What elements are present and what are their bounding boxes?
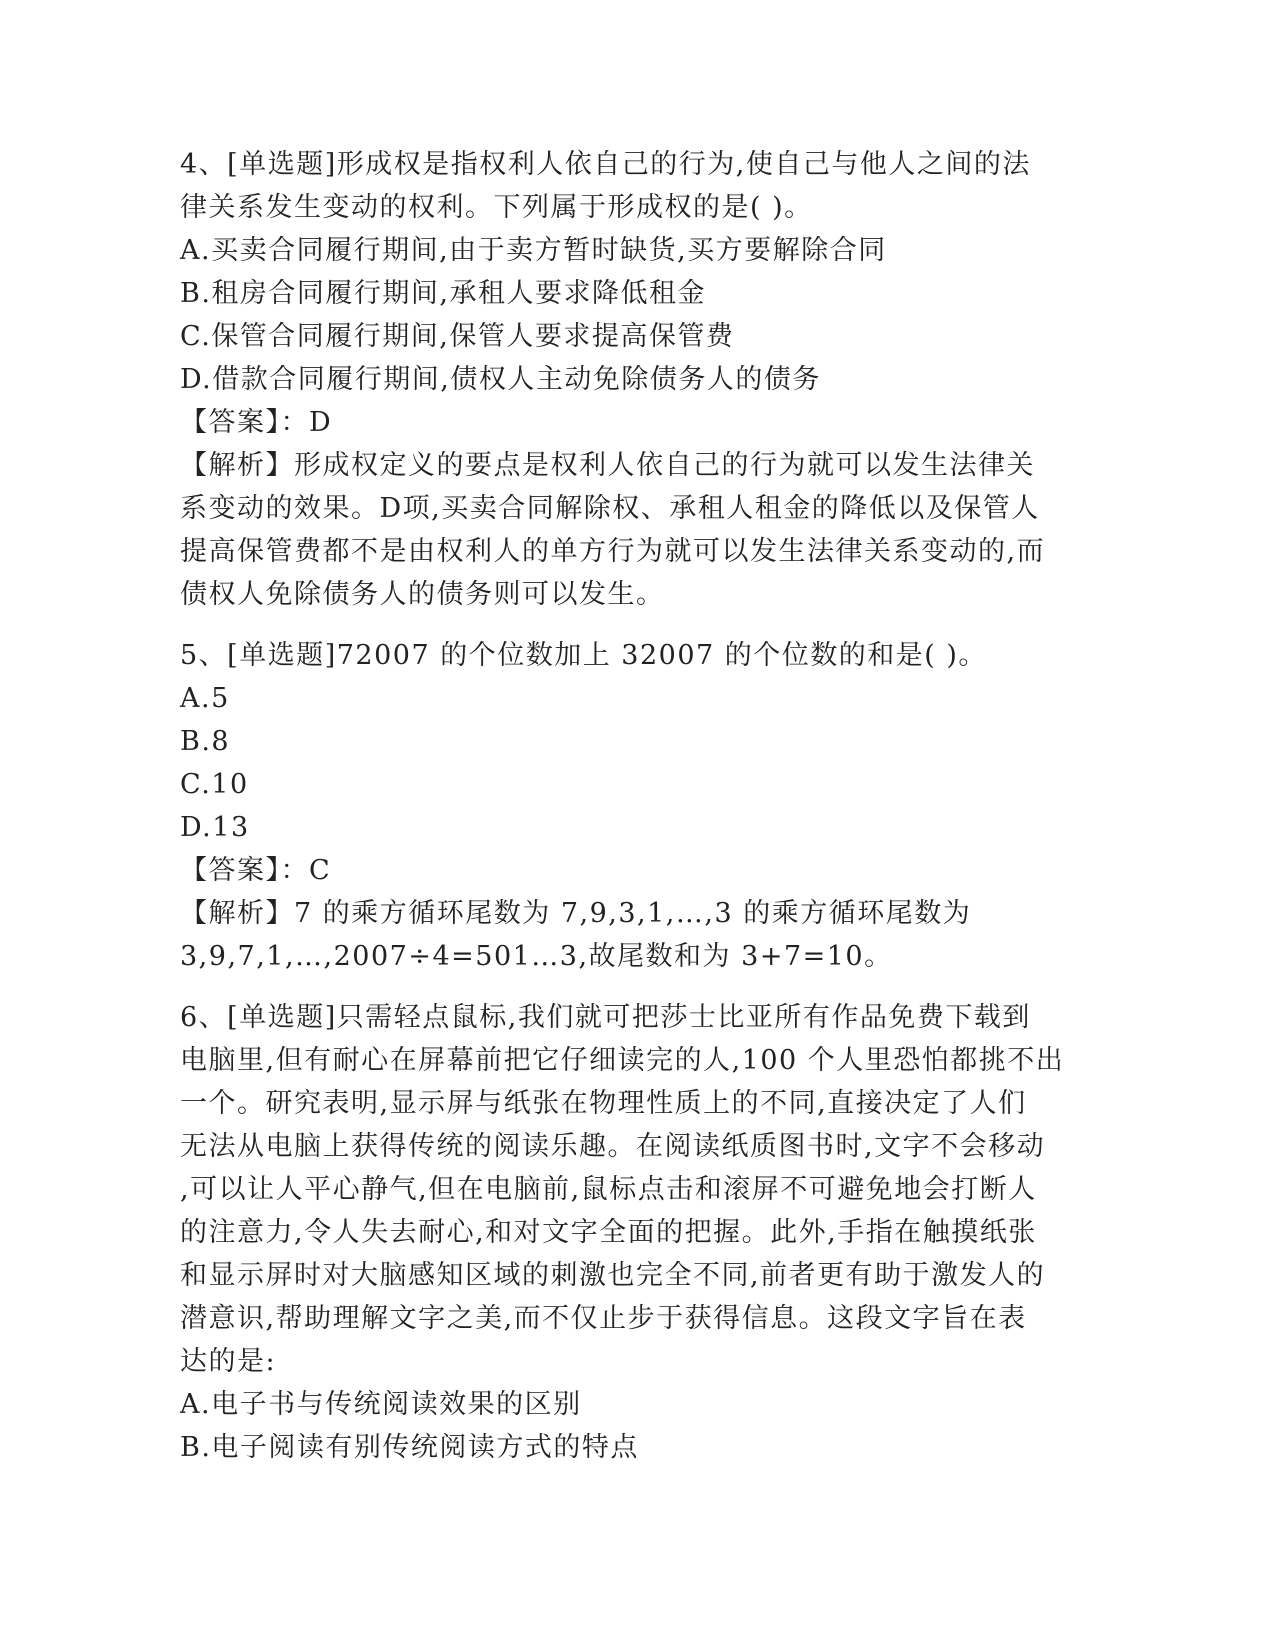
question-stem-line: 和显示屏时对大脑感知区域的刺激也完全不同,前者更有助于激发人的	[180, 1260, 1046, 1291]
question-stem-line: 4、[单选题]形成权是指权利人依自己的行为,使自己与他人之间的法	[180, 149, 1031, 180]
question-stem-line: ,可以让人平心静气,但在电脑前,鼠标点击和滚屏不可避免地会打断人	[180, 1174, 1037, 1205]
question-stem-line: 潜意识,帮助理解文字之美,而不仅止步于获得信息。这段文字旨在表	[180, 1303, 1027, 1334]
option-b: B.租房合同履行期间,承租人要求降低租金	[180, 278, 707, 309]
question-4	[180, 143, 1080, 616]
option-b: B.电子阅读有别传统阅读方式的特点	[180, 1432, 639, 1463]
option-a: A.买卖合同履行期间,由于卖方暂时缺货,买方要解除合同	[180, 235, 887, 266]
document-page	[180, 143, 1080, 1469]
analysis-line: 提高保管费都不是由权利人的单方行为就可以发生法律关系变动的,而	[180, 536, 1046, 567]
analysis-line: 系变动的效果。D项,买卖合同解除权、承租人租金的降低以及保管人	[180, 493, 1040, 524]
analysis-line: 【解析】7 的乘方循环尾数为 7,9,3,1,…,3 的乘方循环尾数为	[180, 898, 972, 929]
question-stem-line: 一个。研究表明,显示屏与纸张在物理性质上的不同,直接决定了人们	[180, 1088, 1027, 1119]
answer-line: 【答案】：D	[180, 407, 333, 438]
option-d: D.借款合同履行期间,债权人主动免除债务人的债务	[180, 364, 821, 395]
answer-line: 【答案】：C	[180, 855, 332, 886]
question-stem-line: 电脑里,但有耐心在屏幕前把它仔细读完的人,100 个人里恐怕都挑不出	[180, 1045, 1065, 1076]
option-b: B.8	[180, 726, 231, 757]
question-stem-line: 无法从电脑上获得传统的阅读乐趣。在阅读纸质图书时,文字不会移动	[180, 1131, 1046, 1162]
question-5	[180, 634, 1080, 978]
question-stem-line: 6、[单选题]只需轻点鼠标,我们就可把莎士比亚所有作品免费下载到	[180, 1002, 1031, 1033]
option-c: C.保管合同履行期间,保管人要求提高保管费	[180, 321, 735, 352]
option-a: A.5	[180, 683, 230, 714]
question-stem-line: 达的是:	[180, 1346, 277, 1377]
option-d: D.13	[180, 812, 250, 843]
option-c: C.10	[180, 769, 249, 800]
question-6	[180, 996, 1080, 1469]
question-stem-line: 5、[单选题]72007 的个位数加上 32007 的个位数的和是( )。	[180, 640, 987, 671]
question-stem-line: 的注意力,令人失去耐心,和对文字全面的把握。此外,手指在触摸纸张	[180, 1217, 1037, 1248]
option-a: A.电子书与传统阅读效果的区别	[180, 1389, 582, 1420]
analysis-line: 【解析】形成权定义的要点是权利人依自己的行为就可以发生法律关	[180, 450, 1035, 481]
analysis-line: 3,9,7,1,…,2007÷4=501…3,故尾数和为 3+7=10。	[180, 941, 893, 972]
analysis-line: 债权人免除债务人的债务则可以发生。	[180, 579, 665, 610]
question-stem-line: 律关系发生变动的权利。下列属于形成权的是( )。	[180, 192, 813, 223]
